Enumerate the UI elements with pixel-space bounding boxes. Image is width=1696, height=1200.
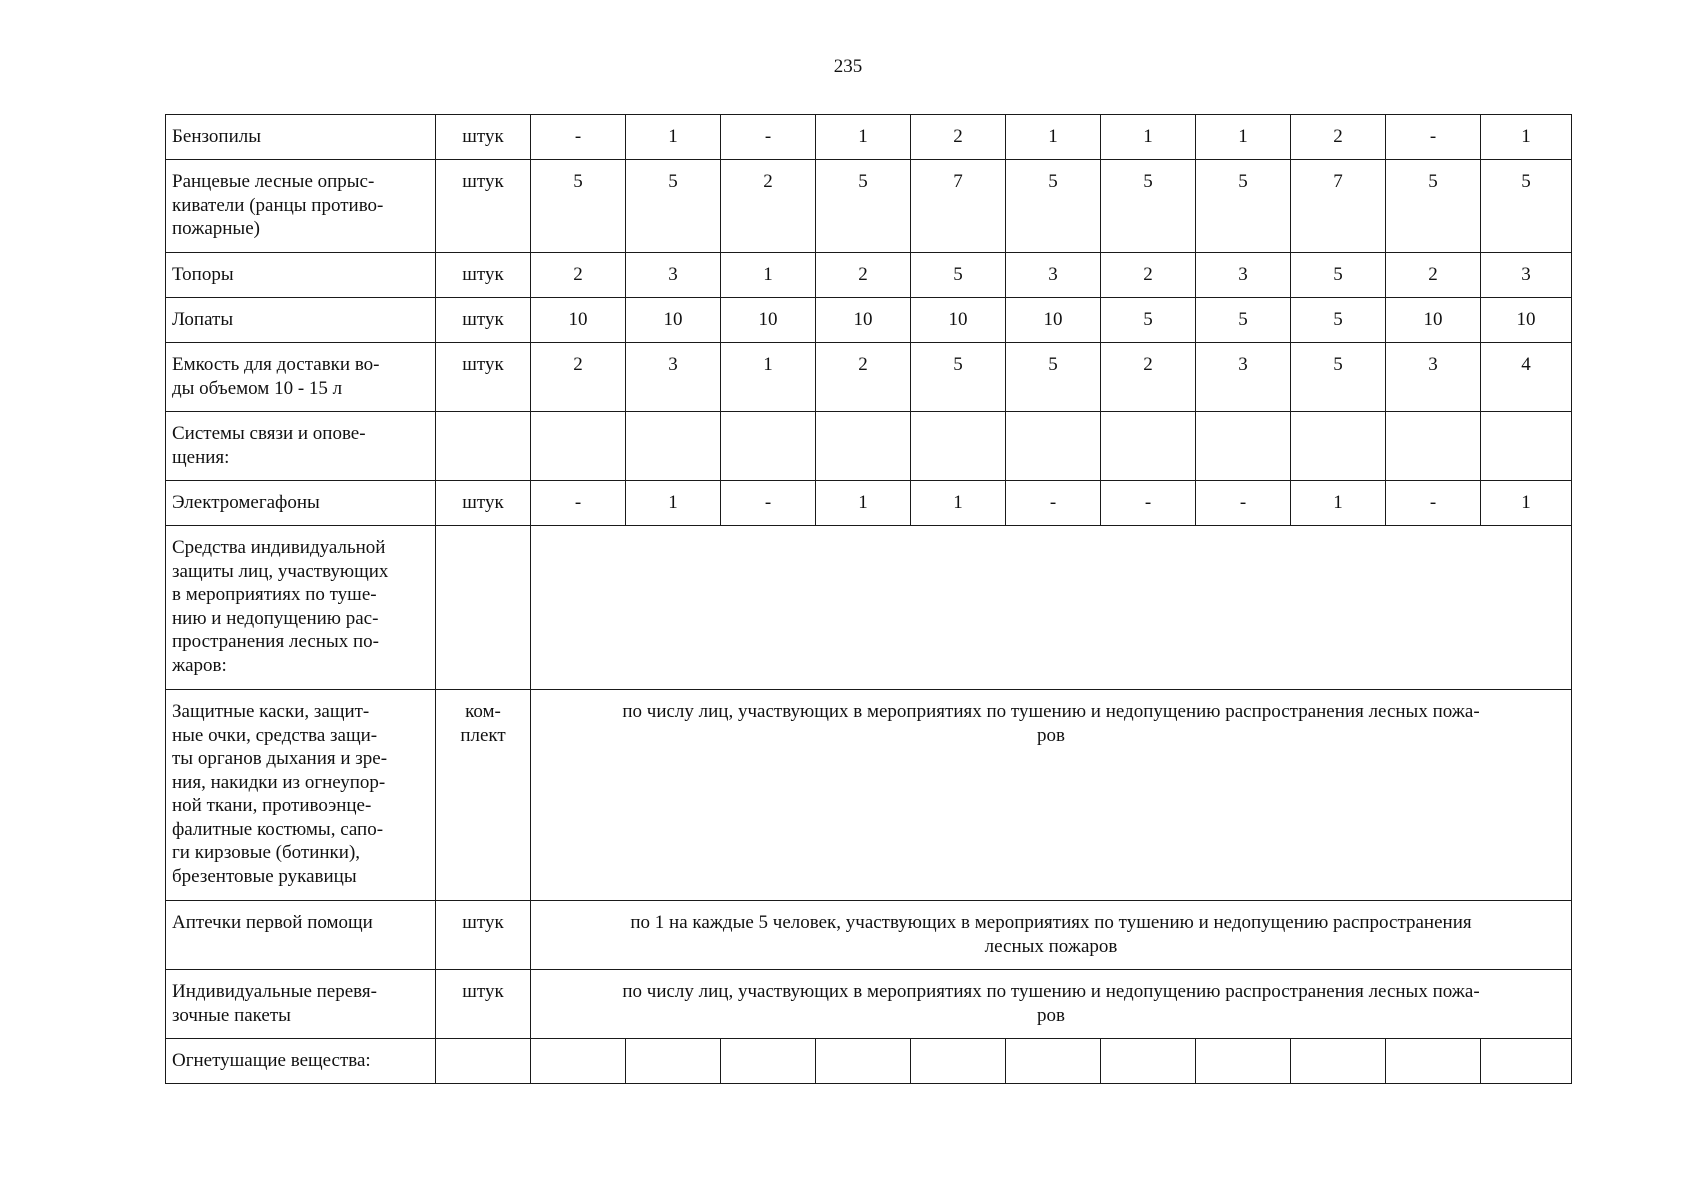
value-cell-text: 2 bbox=[1143, 354, 1153, 375]
value-cell bbox=[816, 1039, 911, 1084]
value-cell-text: 3 bbox=[1048, 264, 1058, 285]
value-cell bbox=[1196, 298, 1291, 343]
value-cell bbox=[1101, 298, 1196, 343]
value-cell-text: - bbox=[574, 492, 582, 513]
value-cell-text: 4 bbox=[1521, 354, 1531, 375]
value-cell bbox=[531, 343, 626, 412]
unit-cell bbox=[436, 412, 531, 481]
merged-value-cell bbox=[531, 970, 1572, 1039]
value-cell-text: 2 bbox=[858, 264, 868, 285]
unit-cell bbox=[436, 526, 531, 690]
value-cell-text: 10 bbox=[853, 309, 873, 330]
value-cell-text: 2 bbox=[573, 264, 583, 285]
value-cell bbox=[1006, 1039, 1101, 1084]
unit-cell bbox=[436, 970, 531, 1039]
unit-cell bbox=[436, 298, 531, 343]
value-cell-text: 1 bbox=[858, 492, 868, 513]
unit-cell-text: ком- плект bbox=[460, 701, 506, 746]
value-cell bbox=[1006, 481, 1101, 526]
table-row bbox=[166, 1039, 1572, 1084]
value-cell bbox=[721, 253, 816, 298]
value-cell-text: 5 bbox=[668, 171, 678, 192]
value-cell bbox=[816, 115, 911, 160]
value-cell-text: 1 bbox=[1143, 126, 1153, 147]
value-cell bbox=[1101, 343, 1196, 412]
table-row bbox=[166, 160, 1572, 253]
value-cell-text: - bbox=[764, 126, 772, 147]
value-cell bbox=[1006, 160, 1101, 253]
value-cell bbox=[1386, 1039, 1481, 1084]
value-cell bbox=[1196, 412, 1291, 481]
item-name-cell bbox=[166, 690, 436, 901]
value-cell-text: 10 bbox=[568, 309, 588, 330]
value-cell-text: 2 bbox=[1428, 264, 1438, 285]
value-cell bbox=[721, 298, 816, 343]
value-cell bbox=[721, 412, 816, 481]
value-cell-text: 1 bbox=[1521, 492, 1531, 513]
value-cell-text: 1 bbox=[1521, 126, 1531, 147]
item-name-cell bbox=[166, 298, 436, 343]
merged-value-cell-text: по 1 на каждые 5 человек, участвующих в мероприятиях по тушению и недопущению распространения лесных пожаров bbox=[630, 912, 1472, 957]
value-cell bbox=[911, 343, 1006, 412]
value-cell bbox=[626, 253, 721, 298]
value-cell-text: 2 bbox=[573, 354, 583, 375]
value-cell bbox=[626, 1039, 721, 1084]
value-cell bbox=[1196, 1039, 1291, 1084]
value-cell-text: 10 bbox=[1423, 309, 1443, 330]
page-number: 235 bbox=[833, 56, 863, 77]
merged-value-cell-text: по числу лиц, участвующих в мероприятиях по тушению и недопущению распространения лесных пожа- ров bbox=[622, 981, 1480, 1026]
value-cell-text: 5 bbox=[1333, 264, 1343, 285]
value-cell bbox=[721, 160, 816, 253]
value-cell bbox=[1291, 253, 1386, 298]
item-name-cell-text: Индивидуальные перевя- зочные пакеты bbox=[172, 981, 377, 1026]
value-cell-text: 3 bbox=[1428, 354, 1438, 375]
unit-cell-text: штук bbox=[462, 981, 504, 1002]
unit-cell bbox=[436, 690, 531, 901]
value-cell bbox=[1006, 412, 1101, 481]
value-cell-text: 5 bbox=[1333, 354, 1343, 375]
value-cell-text: 10 bbox=[1043, 309, 1063, 330]
value-cell-text: 7 bbox=[1333, 171, 1343, 192]
value-cell bbox=[1291, 1039, 1386, 1084]
item-name-cell-text: Огнетушащие вещества: bbox=[172, 1050, 371, 1071]
value-cell-text: 1 bbox=[953, 492, 963, 513]
value-cell bbox=[816, 412, 911, 481]
unit-cell bbox=[436, 343, 531, 412]
value-cell bbox=[1386, 253, 1481, 298]
value-cell-text: - bbox=[574, 126, 582, 147]
value-cell bbox=[1196, 481, 1291, 526]
table-row bbox=[166, 412, 1572, 481]
item-name-cell-text: Защитные каски, защит- ные очки, средства защи- ты органов дыхания и зре- ния, накидки из огнеупор- ной ткани, противоэнце- фалитные костюмы, сапо- ги кирзовые (ботинки), брезентовые рукавицы bbox=[172, 701, 388, 887]
table-row bbox=[166, 298, 1572, 343]
value-cell bbox=[1481, 253, 1572, 298]
item-name-cell bbox=[166, 970, 436, 1039]
value-cell bbox=[1481, 160, 1572, 253]
value-cell bbox=[626, 481, 721, 526]
item-name-cell-text: Системы связи и опове- щения: bbox=[172, 423, 366, 468]
item-name-cell bbox=[166, 901, 436, 970]
table-row bbox=[166, 970, 1572, 1039]
table-row bbox=[166, 253, 1572, 298]
unit-cell-text: штук bbox=[462, 912, 504, 933]
value-cell-text: - bbox=[1429, 126, 1437, 147]
value-cell bbox=[1196, 160, 1291, 253]
value-cell-text: 2 bbox=[1143, 264, 1153, 285]
value-cell bbox=[911, 412, 1006, 481]
value-cell bbox=[626, 115, 721, 160]
value-cell-text: - bbox=[1144, 492, 1152, 513]
value-cell bbox=[911, 481, 1006, 526]
value-cell-text: 1 bbox=[858, 126, 868, 147]
value-cell-text: 10 bbox=[663, 309, 683, 330]
value-cell-text: - bbox=[764, 492, 772, 513]
item-name-cell-text: Аптечки первой помощи bbox=[172, 912, 373, 933]
value-cell-text: 2 bbox=[763, 171, 773, 192]
value-cell bbox=[1481, 298, 1572, 343]
value-cell-text: 1 bbox=[1238, 126, 1248, 147]
value-cell-text: 5 bbox=[1143, 171, 1153, 192]
value-cell bbox=[1196, 343, 1291, 412]
value-cell bbox=[1291, 481, 1386, 526]
value-cell bbox=[911, 298, 1006, 343]
value-cell bbox=[1481, 412, 1572, 481]
value-cell bbox=[911, 160, 1006, 253]
item-name-cell bbox=[166, 160, 436, 253]
value-cell bbox=[1006, 253, 1101, 298]
value-cell bbox=[1481, 1039, 1572, 1084]
value-cell bbox=[1196, 253, 1291, 298]
value-cell bbox=[816, 253, 911, 298]
value-cell-text: 5 bbox=[1428, 171, 1438, 192]
value-cell-text: - bbox=[1239, 492, 1247, 513]
value-cell-text: 1 bbox=[668, 492, 678, 513]
value-cell-text: 1 bbox=[1048, 126, 1058, 147]
value-cell bbox=[626, 160, 721, 253]
item-name-cell bbox=[166, 343, 436, 412]
merged-value-cell bbox=[531, 901, 1572, 970]
value-cell bbox=[721, 115, 816, 160]
value-cell-text: 5 bbox=[858, 171, 868, 192]
value-cell-text: 5 bbox=[953, 264, 963, 285]
value-cell-text: 10 bbox=[948, 309, 968, 330]
value-cell-text: 7 bbox=[953, 171, 963, 192]
value-cell bbox=[816, 481, 911, 526]
value-cell bbox=[1291, 343, 1386, 412]
unit-cell bbox=[436, 115, 531, 160]
value-cell-text: 5 bbox=[1048, 354, 1058, 375]
merged-value-cell-text: по числу лиц, участвующих в мероприятиях по тушению и недопущению распространения лесных пожа- ров bbox=[622, 701, 1480, 746]
value-cell bbox=[1006, 343, 1101, 412]
value-cell bbox=[531, 412, 626, 481]
value-cell-text: 5 bbox=[1238, 309, 1248, 330]
value-cell bbox=[1386, 481, 1481, 526]
value-cell-text: 5 bbox=[1238, 171, 1248, 192]
item-name-cell bbox=[166, 412, 436, 481]
table-row bbox=[166, 115, 1572, 160]
value-cell-text: 2 bbox=[858, 354, 868, 375]
unit-cell-text: штук bbox=[462, 492, 504, 513]
value-cell-text: 3 bbox=[1238, 354, 1248, 375]
value-cell bbox=[1101, 115, 1196, 160]
value-cell-text: 1 bbox=[1333, 492, 1343, 513]
value-cell-text: 2 bbox=[953, 126, 963, 147]
value-cell bbox=[721, 343, 816, 412]
table-row bbox=[166, 690, 1572, 901]
value-cell-text: 3 bbox=[668, 264, 678, 285]
unit-cell-text: штук bbox=[462, 126, 504, 147]
value-cell bbox=[816, 160, 911, 253]
table-row bbox=[166, 343, 1572, 412]
value-cell-text: 5 bbox=[573, 171, 583, 192]
value-cell-text: 1 bbox=[668, 126, 678, 147]
value-cell bbox=[1291, 115, 1386, 160]
value-cell bbox=[1386, 412, 1481, 481]
value-cell bbox=[1386, 160, 1481, 253]
item-name-cell-text: Лопаты bbox=[172, 309, 234, 330]
table-row bbox=[166, 901, 1572, 970]
value-cell bbox=[1101, 253, 1196, 298]
value-cell bbox=[816, 298, 911, 343]
item-name-cell-text: Ранцевые лесные опрыс- киватели (ранцы противо- пожарные) bbox=[172, 171, 384, 239]
value-cell-text: 1 bbox=[763, 354, 773, 375]
value-cell bbox=[1101, 412, 1196, 481]
value-cell-text: - bbox=[1429, 492, 1437, 513]
value-cell bbox=[1386, 298, 1481, 343]
item-name-cell bbox=[166, 253, 436, 298]
item-name-cell bbox=[166, 115, 436, 160]
unit-cell bbox=[436, 253, 531, 298]
value-cell-text: 5 bbox=[1048, 171, 1058, 192]
value-cell bbox=[1196, 115, 1291, 160]
value-cell bbox=[1481, 115, 1572, 160]
item-name-cell bbox=[166, 1039, 436, 1084]
value-cell-text: 5 bbox=[1333, 309, 1343, 330]
item-name-cell-text: Средства индивидуальной защиты лиц, участвующих в мероприятиях по туше- нию и недопущению рас- пространения лесных по- жаров: bbox=[172, 537, 389, 676]
item-name-cell-text: Бензопилы bbox=[172, 126, 261, 147]
value-cell bbox=[1386, 343, 1481, 412]
unit-cell bbox=[436, 481, 531, 526]
value-cell bbox=[626, 343, 721, 412]
value-cell-text: 5 bbox=[953, 354, 963, 375]
merged-value-cell bbox=[531, 690, 1572, 901]
value-cell-text: 3 bbox=[1238, 264, 1248, 285]
value-cell bbox=[531, 298, 626, 343]
value-cell bbox=[1291, 160, 1386, 253]
item-name-cell-text: Электромегафоны bbox=[172, 492, 320, 513]
value-cell bbox=[721, 1039, 816, 1084]
value-cell bbox=[1101, 1039, 1196, 1084]
value-cell-text: 2 bbox=[1333, 126, 1343, 147]
item-name-cell-text: Емкость для доставки во- ды объемом 10 - 15 л bbox=[172, 354, 380, 399]
value-cell bbox=[531, 481, 626, 526]
value-cell-text: 1 bbox=[763, 264, 773, 285]
value-cell bbox=[531, 115, 626, 160]
unit-cell bbox=[436, 1039, 531, 1084]
value-cell bbox=[1481, 343, 1572, 412]
value-cell bbox=[1291, 412, 1386, 481]
unit-cell-text: штук bbox=[462, 264, 504, 285]
value-cell bbox=[1386, 115, 1481, 160]
value-cell bbox=[531, 1039, 626, 1084]
unit-cell-text: штук bbox=[462, 171, 504, 192]
value-cell-text: 5 bbox=[1143, 309, 1153, 330]
unit-cell bbox=[436, 160, 531, 253]
value-cell-text: 10 bbox=[758, 309, 778, 330]
value-cell bbox=[531, 253, 626, 298]
value-cell bbox=[626, 298, 721, 343]
value-cell bbox=[1101, 481, 1196, 526]
value-cell bbox=[1101, 160, 1196, 253]
value-cell-text: 10 bbox=[1516, 309, 1536, 330]
value-cell-text: - bbox=[1049, 492, 1057, 513]
value-cell bbox=[1481, 481, 1572, 526]
value-cell bbox=[531, 160, 626, 253]
table-row bbox=[166, 481, 1572, 526]
unit-cell-text: штук bbox=[462, 309, 504, 330]
value-cell bbox=[911, 115, 1006, 160]
value-cell bbox=[911, 253, 1006, 298]
value-cell bbox=[1291, 298, 1386, 343]
value-cell bbox=[626, 412, 721, 481]
equipment-table bbox=[165, 114, 1572, 1084]
item-name-cell bbox=[166, 481, 436, 526]
merged-value-cell bbox=[531, 526, 1572, 690]
value-cell-text: 5 bbox=[1521, 171, 1531, 192]
value-cell bbox=[816, 343, 911, 412]
table-row bbox=[166, 526, 1572, 690]
value-cell bbox=[1006, 298, 1101, 343]
value-cell bbox=[911, 1039, 1006, 1084]
item-name-cell bbox=[166, 526, 436, 690]
value-cell-text: 3 bbox=[668, 354, 678, 375]
unit-cell-text: штук bbox=[462, 354, 504, 375]
value-cell-text: 3 bbox=[1521, 264, 1531, 285]
value-cell bbox=[1006, 115, 1101, 160]
value-cell bbox=[721, 481, 816, 526]
item-name-cell-text: Топоры bbox=[172, 264, 234, 285]
unit-cell bbox=[436, 901, 531, 970]
